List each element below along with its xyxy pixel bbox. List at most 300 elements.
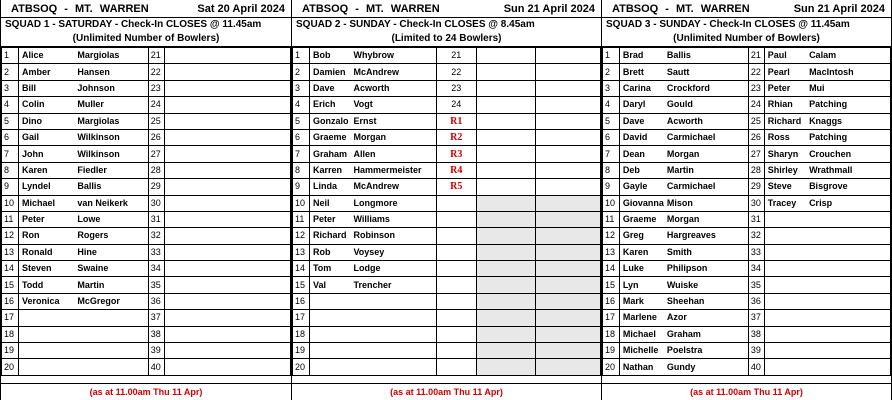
- empty-slot: [536, 261, 601, 277]
- last-name: Patching: [806, 129, 890, 145]
- first-name: Paul: [764, 48, 806, 64]
- entry-number: 14: [293, 261, 310, 277]
- last-name: [207, 179, 291, 195]
- empty-slot: [476, 97, 536, 113]
- entry-number: 15: [293, 277, 310, 293]
- last-name: [207, 244, 291, 260]
- last-name: [806, 343, 890, 359]
- last-name: Wrathmall: [806, 162, 890, 178]
- table-row: [293, 48, 601, 64]
- table-row: [603, 343, 891, 359]
- last-name: Trencher: [350, 277, 436, 293]
- last-name: Philipson: [664, 261, 749, 277]
- table-row: [293, 129, 601, 145]
- last-name: [207, 113, 291, 129]
- last-name: [74, 326, 148, 342]
- entry-number: [436, 244, 476, 260]
- last-name: Rogers: [74, 228, 148, 244]
- entry-number: 18: [603, 326, 620, 342]
- last-name: [207, 326, 291, 342]
- first-name: Shirley: [764, 162, 806, 178]
- entry-number: 8: [603, 162, 620, 178]
- empty-slot: [476, 326, 536, 342]
- first-name: Peter: [764, 80, 806, 96]
- last-name: Hargreaves: [664, 228, 749, 244]
- entry-number: 19: [603, 343, 620, 359]
- table-row: [293, 195, 601, 211]
- last-name: Ballis: [664, 48, 749, 64]
- entry-number: 7: [2, 146, 19, 162]
- entry-number: [436, 326, 476, 342]
- empty-slot: [476, 80, 536, 96]
- first-name: [164, 293, 207, 309]
- last-name: Wilkinson: [74, 129, 148, 145]
- table-row: [603, 310, 891, 326]
- entry-number: 39: [148, 343, 164, 359]
- last-name: Muller: [74, 97, 148, 113]
- last-name: Gould: [664, 97, 749, 113]
- empty-slot: [536, 80, 601, 96]
- table-row: [2, 343, 291, 359]
- empty-slot: [476, 146, 536, 162]
- first-name: [764, 277, 806, 293]
- first-name: Mark: [619, 293, 664, 309]
- table-row: [603, 228, 891, 244]
- entry-number: [436, 310, 476, 326]
- table-row: [293, 293, 601, 309]
- last-name: [806, 326, 890, 342]
- first-name: [764, 310, 806, 326]
- entry-number: 6: [603, 129, 620, 145]
- first-name: Neil: [309, 195, 350, 211]
- last-name: Margiolas: [74, 48, 148, 64]
- as-at-note: (as at 11.00am Thu 11 Apr): [292, 383, 601, 400]
- event-date: Sun 21 April 2024: [793, 3, 885, 15]
- last-name: Hammermeister: [350, 162, 436, 178]
- reserve-slot: R2: [436, 129, 476, 145]
- last-name: [74, 310, 148, 326]
- empty-slot: [476, 343, 536, 359]
- first-name: Luke: [619, 261, 664, 277]
- table-row: [2, 97, 291, 113]
- entry-number: 6: [2, 129, 19, 145]
- first-name: Karren: [309, 162, 350, 178]
- last-name: [350, 310, 436, 326]
- table-row: [603, 162, 891, 178]
- table-row: [293, 228, 601, 244]
- first-name: Greg: [619, 228, 664, 244]
- empty-slot: [476, 228, 536, 244]
- entry-number: 17: [2, 310, 19, 326]
- entry-number: 35: [748, 277, 764, 293]
- last-name: Longmore: [350, 195, 436, 211]
- entry-number: 26: [148, 129, 164, 145]
- first-name: Amber: [18, 64, 74, 80]
- first-name: Marlene: [619, 310, 664, 326]
- bowler-table: [602, 47, 891, 376]
- first-name: [764, 359, 806, 375]
- table-row: [603, 48, 891, 64]
- first-name: [18, 310, 74, 326]
- first-name: [164, 261, 207, 277]
- entry-number: 5: [293, 113, 310, 129]
- first-name: Graeme: [619, 211, 664, 227]
- empty-slot: [536, 97, 601, 113]
- first-name: Deb: [619, 162, 664, 178]
- first-name: John: [18, 146, 74, 162]
- as-at-note: (as at 11.00am Thu 11 Apr): [602, 383, 891, 400]
- first-name: Daryl: [619, 97, 664, 113]
- first-name: [764, 343, 806, 359]
- entry-number: 29: [748, 179, 764, 195]
- table-row: [603, 179, 891, 195]
- first-name: Ron: [18, 228, 74, 244]
- empty-slot: [536, 310, 601, 326]
- squad-capacity: (Limited to 24 Bowlers): [292, 32, 601, 47]
- entry-number: [436, 228, 476, 244]
- table-row: [603, 293, 891, 309]
- empty-slot: [476, 277, 536, 293]
- last-name: Johnson: [74, 80, 148, 96]
- entry-number: 9: [293, 179, 310, 195]
- last-name: [806, 310, 890, 326]
- entry-number: 13: [293, 244, 310, 260]
- table-row: [2, 162, 291, 178]
- table-row: [603, 326, 891, 342]
- entry-number: 25: [748, 113, 764, 129]
- entry-number: 33: [148, 244, 164, 260]
- last-name: Morgan: [350, 129, 436, 145]
- table-row: [2, 80, 291, 96]
- empty-slot: [476, 359, 536, 375]
- last-name: [207, 97, 291, 113]
- entry-number: 30: [748, 195, 764, 211]
- first-name: [164, 97, 207, 113]
- entry-number: 20: [2, 359, 19, 375]
- entry-number: 14: [603, 261, 620, 277]
- last-name: [207, 195, 291, 211]
- first-name: Lyn: [619, 277, 664, 293]
- entry-number: 9: [2, 179, 19, 195]
- squad-subtitle: SQUAD 1 - SATURDAY - Check-In CLOSES @ 11.45am: [5, 19, 262, 30]
- first-name: David: [619, 129, 664, 145]
- entry-number: 24: [748, 97, 764, 113]
- first-name: Alice: [18, 48, 74, 64]
- last-name: [207, 310, 291, 326]
- last-name: [207, 261, 291, 277]
- first-name: [309, 310, 350, 326]
- entry-number: 16: [293, 293, 310, 309]
- entry-number: 7: [603, 146, 620, 162]
- first-name: [764, 293, 806, 309]
- squad-3-panel: [601, 0, 892, 400]
- entry-number: 27: [748, 146, 764, 162]
- table-row: [2, 277, 291, 293]
- table-row: [603, 129, 891, 145]
- last-name: McAndrew: [350, 179, 436, 195]
- empty-slot: [476, 195, 536, 211]
- table-row: [603, 277, 891, 293]
- last-name: Fiedler: [74, 162, 148, 178]
- first-name: [18, 326, 74, 342]
- entry-number: 13: [2, 244, 19, 260]
- entry-number: 28: [748, 162, 764, 178]
- first-name: Karen: [18, 162, 74, 178]
- last-name: Ernst: [350, 113, 436, 129]
- entry-number: 4: [2, 97, 19, 113]
- first-name: Ross: [764, 129, 806, 145]
- first-name: Gail: [18, 129, 74, 145]
- empty-slot: [476, 261, 536, 277]
- last-name: Martin: [664, 162, 749, 178]
- table-row: [603, 261, 891, 277]
- last-name: Smith: [664, 244, 749, 260]
- first-name: Michelle: [619, 343, 664, 359]
- entry-number: 1: [603, 48, 620, 64]
- first-name: [309, 343, 350, 359]
- entry-number: 36: [148, 293, 164, 309]
- empty-slot: [476, 162, 536, 178]
- entry-number: 17: [293, 310, 310, 326]
- entry-number: 15: [2, 277, 19, 293]
- first-name: [164, 195, 207, 211]
- last-name: Carmichael: [664, 179, 749, 195]
- first-name: Tom: [309, 261, 350, 277]
- table-row: [603, 146, 891, 162]
- last-name: Swaine: [74, 261, 148, 277]
- first-name: [164, 211, 207, 227]
- table-row: [2, 146, 291, 162]
- bowler-table: [1, 47, 291, 376]
- first-name: Colin: [18, 97, 74, 113]
- table-row: [293, 359, 601, 375]
- entry-number: 20: [603, 359, 620, 375]
- last-name: [350, 326, 436, 342]
- last-name: Acworth: [664, 113, 749, 129]
- empty-slot: [476, 48, 536, 64]
- table-row: [2, 179, 291, 195]
- first-name: Bob: [309, 48, 350, 64]
- last-name: MacIntosh: [806, 64, 890, 80]
- last-name: Poelstra: [664, 343, 749, 359]
- first-name: Dave: [309, 80, 350, 96]
- entry-number: 21: [748, 48, 764, 64]
- last-name: [207, 146, 291, 162]
- entry-number: 11: [603, 211, 620, 227]
- squad-2-panel: [291, 0, 602, 400]
- last-name: Mison: [664, 195, 749, 211]
- first-name: Steve: [764, 179, 806, 195]
- first-name: Dave: [619, 113, 664, 129]
- entry-number: 23: [436, 80, 476, 96]
- table-row: [2, 261, 291, 277]
- event-date: Sun 21 April 2024: [503, 3, 595, 15]
- last-name: McGregor: [74, 293, 148, 309]
- entry-number: [436, 261, 476, 277]
- last-name: Gundy: [664, 359, 749, 375]
- entry-number: 26: [748, 129, 764, 145]
- last-name: [74, 359, 148, 375]
- entry-number: 18: [293, 326, 310, 342]
- first-name: Brad: [619, 48, 664, 64]
- first-name: [164, 310, 207, 326]
- entry-number: 12: [293, 228, 310, 244]
- first-name: Sharyn: [764, 146, 806, 162]
- first-name: Gayle: [619, 179, 664, 195]
- entry-number: 36: [748, 293, 764, 309]
- entry-number: [436, 343, 476, 359]
- entry-number: [436, 293, 476, 309]
- last-name: Carmichael: [664, 129, 749, 145]
- entry-number: 33: [748, 244, 764, 260]
- first-name: Ronald: [18, 244, 74, 260]
- last-name: Lodge: [350, 261, 436, 277]
- entry-number: 23: [148, 80, 164, 96]
- first-name: [164, 228, 207, 244]
- entry-number: 23: [748, 80, 764, 96]
- entry-number: 38: [748, 326, 764, 342]
- first-name: Erich: [309, 97, 350, 113]
- entry-number: 38: [148, 326, 164, 342]
- empty-slot: [536, 64, 601, 80]
- entry-number: 11: [2, 211, 19, 227]
- entry-number: 31: [148, 211, 164, 227]
- first-name: [164, 113, 207, 129]
- last-name: van Neikerk: [74, 195, 148, 211]
- as-at-note: (as at 11.00am Thu 11 Apr): [1, 383, 291, 400]
- first-name: [164, 146, 207, 162]
- table-row: [293, 310, 601, 326]
- entry-number: 25: [148, 113, 164, 129]
- squad-capacity: (Unlimited Number of Bowlers): [602, 32, 891, 47]
- entry-number: 17: [603, 310, 620, 326]
- entry-number: 32: [148, 228, 164, 244]
- last-name: Acworth: [350, 80, 436, 96]
- last-name: [350, 359, 436, 375]
- first-name: Steven: [18, 261, 74, 277]
- entry-number: 15: [603, 277, 620, 293]
- first-name: Dean: [619, 146, 664, 162]
- entry-number: 2: [2, 64, 19, 80]
- empty-slot: [476, 211, 536, 227]
- entry-number: 40: [748, 359, 764, 375]
- first-name: [164, 129, 207, 145]
- table-row: [293, 80, 601, 96]
- entry-number: 5: [2, 113, 19, 129]
- table-row: [2, 113, 291, 129]
- last-name: Crisp: [806, 195, 890, 211]
- first-name: Bill: [18, 80, 74, 96]
- entry-number: 9: [603, 179, 620, 195]
- last-name: Sheehan: [664, 293, 749, 309]
- entry-number: [436, 211, 476, 227]
- table-row: [603, 359, 891, 375]
- empty-slot: [536, 343, 601, 359]
- first-name: Carina: [619, 80, 664, 96]
- last-name: [74, 343, 148, 359]
- last-name: [207, 162, 291, 178]
- entry-number: 37: [748, 310, 764, 326]
- table-row: [293, 64, 601, 80]
- entry-number: 29: [148, 179, 164, 195]
- entry-number: 7: [293, 146, 310, 162]
- table-row: [293, 146, 601, 162]
- entry-number: [436, 359, 476, 375]
- last-name: [207, 277, 291, 293]
- table-row: [293, 162, 601, 178]
- bowler-table: [292, 47, 601, 376]
- last-name: [806, 211, 890, 227]
- table-row: [293, 179, 601, 195]
- entry-number: 1: [2, 48, 19, 64]
- table-row: [293, 113, 601, 129]
- first-name: [164, 244, 207, 260]
- table-row: [2, 326, 291, 342]
- first-name: Lyndel: [18, 179, 74, 195]
- squad-header: [292, 0, 601, 18]
- entry-number: 5: [603, 113, 620, 129]
- last-name: Wilkinson: [74, 146, 148, 162]
- empty-slot: [536, 359, 601, 375]
- table-row: [293, 244, 601, 260]
- entry-number: 24: [436, 97, 476, 113]
- last-name: Williams: [350, 211, 436, 227]
- last-name: [350, 293, 436, 309]
- entry-number: 34: [748, 261, 764, 277]
- squad-header: [1, 0, 291, 18]
- empty-slot: [536, 195, 601, 211]
- empty-slot: [536, 48, 601, 64]
- entry-number: 22: [436, 64, 476, 80]
- last-name: McAndrew: [350, 64, 436, 80]
- empty-slot: [476, 129, 536, 145]
- first-name: Graham: [309, 146, 350, 162]
- empty-slot: [536, 277, 601, 293]
- first-name: [18, 343, 74, 359]
- table-row: [2, 64, 291, 80]
- entry-number: 12: [603, 228, 620, 244]
- first-name: [164, 326, 207, 342]
- first-name: Giovanna: [619, 195, 664, 211]
- entry-number: 22: [748, 64, 764, 80]
- table-row: [293, 97, 601, 113]
- empty-slot: [536, 244, 601, 260]
- last-name: [207, 293, 291, 309]
- last-name: Graham: [664, 326, 749, 342]
- last-name: Allen: [350, 146, 436, 162]
- entry-number: 18: [2, 326, 19, 342]
- first-name: [764, 211, 806, 227]
- reserve-slot: R4: [436, 162, 476, 178]
- last-name: Knaggs: [806, 113, 890, 129]
- first-name: [309, 293, 350, 309]
- first-name: [18, 359, 74, 375]
- last-name: Wuiske: [664, 277, 749, 293]
- first-name: [164, 277, 207, 293]
- last-name: Sautt: [664, 64, 749, 80]
- entry-number: 2: [603, 64, 620, 80]
- first-name: [164, 343, 207, 359]
- last-name: Bisgrove: [806, 179, 890, 195]
- entry-number: 35: [148, 277, 164, 293]
- empty-slot: [536, 162, 601, 178]
- reserve-slot: R1: [436, 113, 476, 129]
- entry-number: 19: [2, 343, 19, 359]
- entry-number: 19: [293, 343, 310, 359]
- first-name: Richard: [309, 228, 350, 244]
- entry-number: 32: [748, 228, 764, 244]
- table-row: [2, 211, 291, 227]
